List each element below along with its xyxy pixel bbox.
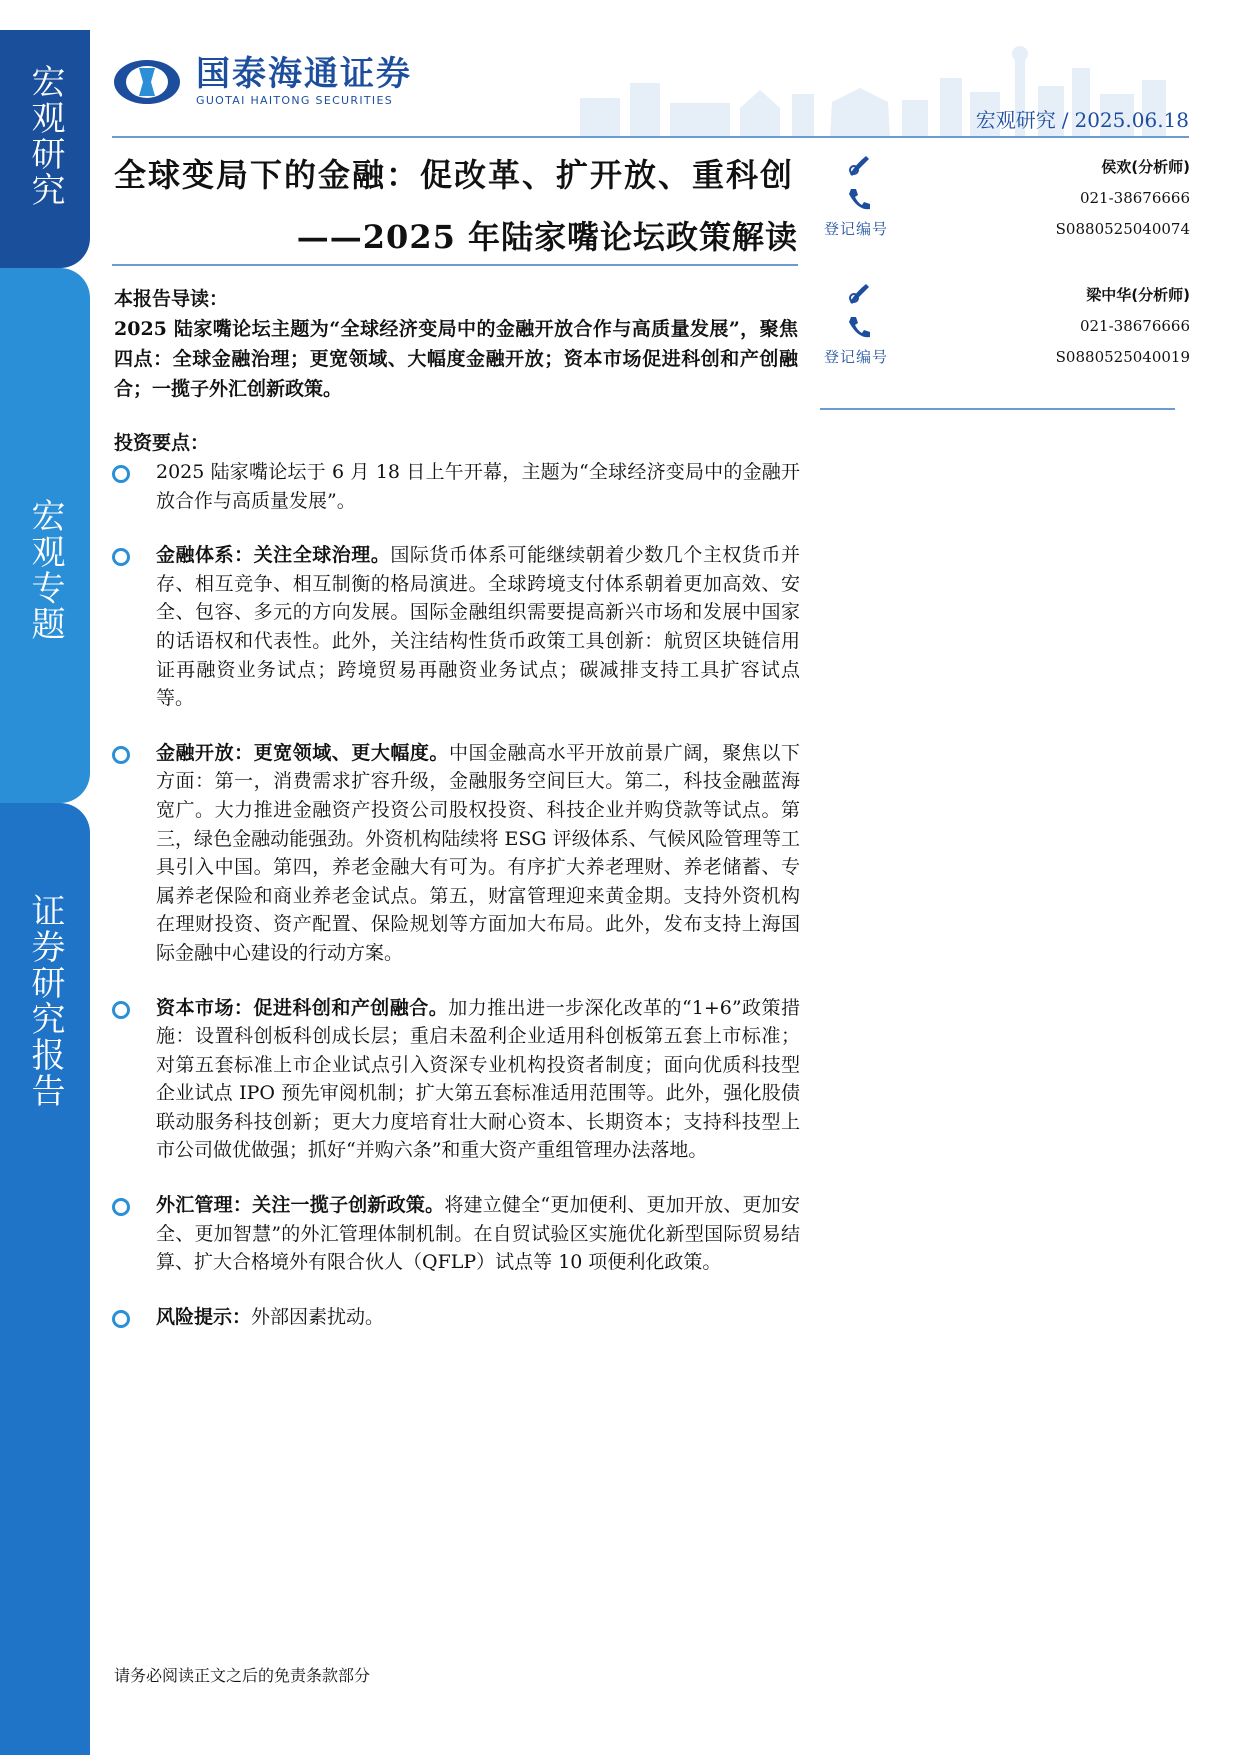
sidebar-label-securities-report: 证券研究报告	[25, 893, 65, 1109]
bullet-circle-icon	[112, 1310, 130, 1328]
bullet-circle-icon	[112, 465, 130, 483]
analyst-reg-no: S0880525040019	[1055, 348, 1190, 366]
list-item	[112, 541, 800, 713]
bullet-text: 2025 陆家嘴论坛于 6 月 18 日上午开幕，主题为“全球经济变局中的金融开放合作与高质量发展”。	[156, 461, 800, 512]
sidebar-block-macro-research	[0, 30, 90, 268]
bullet-circle-icon	[112, 1198, 130, 1216]
bullet-heading: 外汇管理：关注一揽子创新政策。	[156, 1194, 445, 1217]
meta-separator: /	[1061, 108, 1069, 132]
list-item	[112, 458, 800, 515]
bullet-heading: 金融体系：关注全球治理。	[156, 544, 391, 567]
analyst-card	[820, 280, 1190, 380]
invest-points-list	[112, 458, 800, 1357]
analyst-reg-no: S0880525040074	[1055, 220, 1190, 238]
bullet-text: 国际货币体系可能继续朝着少数几个主权货币并存、相互竞争、相互制衡的格局演进。全球跨境支付体系朝着更加高效、安全、包容、多元的方向发展。国际金融组织需要提高新兴市场和发展中国家的话语权和代表性。此外，关注结构性货币政策工具创新：航贸区块链信用证再融资业务试点；跨境贸易再融资业务试点；碳减排支持工具扩容试点等。	[156, 544, 800, 710]
bullet-circle-icon	[112, 548, 130, 566]
bullet-text: 加力推出进一步深化改革的“1+6”政策措施：设置科创板科创成长层；重启未盈利企业适用科创板第五套上市标准；对第五套标准上市企业试点引入资深专业机构投资者制度；面向优质科技型企业试点 IPO 预先审阅机制；扩大第五套标准适用范围等。此外，强化股债联动服务科技创新；更大力度培育壮大耐心资本、长期资本；支持科技型上市公司做优做强；抓好“并购六条”和重大资产重组管理办法落地。	[156, 996, 800, 1162]
analyst-reg-label: 登记编号	[824, 220, 889, 238]
list-item	[112, 994, 800, 1166]
disclaimer-footer: 请务必阅读正文之后的免责条款部分	[114, 1666, 371, 1685]
analyst-phone: 021-38676666	[1079, 317, 1190, 335]
bullet-heading: 风险提示：	[156, 1305, 252, 1328]
intro-label: 本报告导读：	[114, 288, 229, 310]
pen-icon	[846, 280, 872, 306]
bullet-heading: 资本市场：促进科创和产创融合。	[156, 996, 449, 1019]
company-logo	[112, 56, 412, 107]
sidebar-block-macro-topic	[0, 268, 90, 803]
sidebar-block-securities-report	[0, 803, 90, 1755]
bullet-circle-icon	[112, 1001, 130, 1019]
bullet-heading: 金融开放：更宽领域、更大幅度。	[156, 741, 449, 764]
list-item	[112, 1191, 800, 1277]
analyst-name: 侯欢(分析师)	[1101, 158, 1190, 176]
list-item	[112, 739, 800, 968]
phone-icon	[846, 186, 872, 212]
report-meta	[976, 104, 1189, 133]
logo-name-cn: 国泰海通证券	[196, 54, 412, 94]
bullet-text: 中国金融高水平开放前景广阔，聚焦以下方面：第一，消费需求扩容升级，金融服务空间巨大。第二，科技金融蓝海宽广。大力推进金融资产投资公司股权投资、科技企业并购贷款等试点。第三，绿色金融动能强劲。外资机构陆续将 ESG 评级体系、气候风险管理等工具引入中国。第四，养老金融大有可为。有序扩大养老理财、养老储蓄、专属养老保险和商业养老金试点。第五，财富管理迎来黄金期。支持外资机构在理财投资、资产配置、保险规划等方面加大布局。此外，发布支持上海国际金融中心建设的行动方案。	[156, 741, 800, 964]
intro-text: 2025 陆家嘴论坛主题为“全球经济变局中的金融开放合作与高质量发展”，聚焦四点：全球金融治理；更宽领域、大幅度金融开放；资本市场促进科创和产创融合；一揽子外汇创新政策。	[114, 318, 798, 400]
pen-icon	[846, 152, 872, 178]
page-title: 全球变局下的金融：促改革、扩开放、重科创	[114, 156, 795, 194]
analyst-reg-label: 登记编号	[824, 348, 889, 366]
invest-label: 投资要点：	[114, 432, 210, 454]
report-category: 宏观研究	[975, 108, 1056, 132]
report-date: 2025.06.18	[1074, 108, 1189, 132]
bullet-text: 将建立健全“更加便利、更加开放、更加安全、更加智慧”的外汇管理体制机制。在自贸试验区实施优化新型国际贸易结算、扩大合格境外有限合伙人（QFLP）试点等 10 项便利化政策。	[156, 1194, 800, 1274]
title-divider	[112, 264, 798, 266]
phone-icon	[846, 314, 872, 340]
logo-mark-icon	[112, 58, 182, 106]
analyst-name: 梁中华(分析师)	[1086, 286, 1190, 304]
analyst-card	[820, 152, 1190, 252]
left-sidebar	[0, 30, 90, 1755]
logo-name-en: GUOTAI HAITONG SECURITIES	[196, 94, 393, 107]
analyst-phone: 021-38676666	[1079, 189, 1190, 207]
sidebar-label-macro-topic: 宏观专题	[25, 498, 65, 642]
analyst-divider	[820, 408, 1175, 410]
bullet-circle-icon	[112, 746, 130, 764]
list-item	[112, 1303, 800, 1332]
bullet-text: 外部因素扰动。	[251, 1305, 385, 1328]
sidebar-label-macro-research: 宏观研究	[25, 64, 65, 208]
header-divider	[112, 136, 1189, 138]
page-subtitle: ——2025 年陆家嘴论坛政策解读	[296, 218, 798, 256]
